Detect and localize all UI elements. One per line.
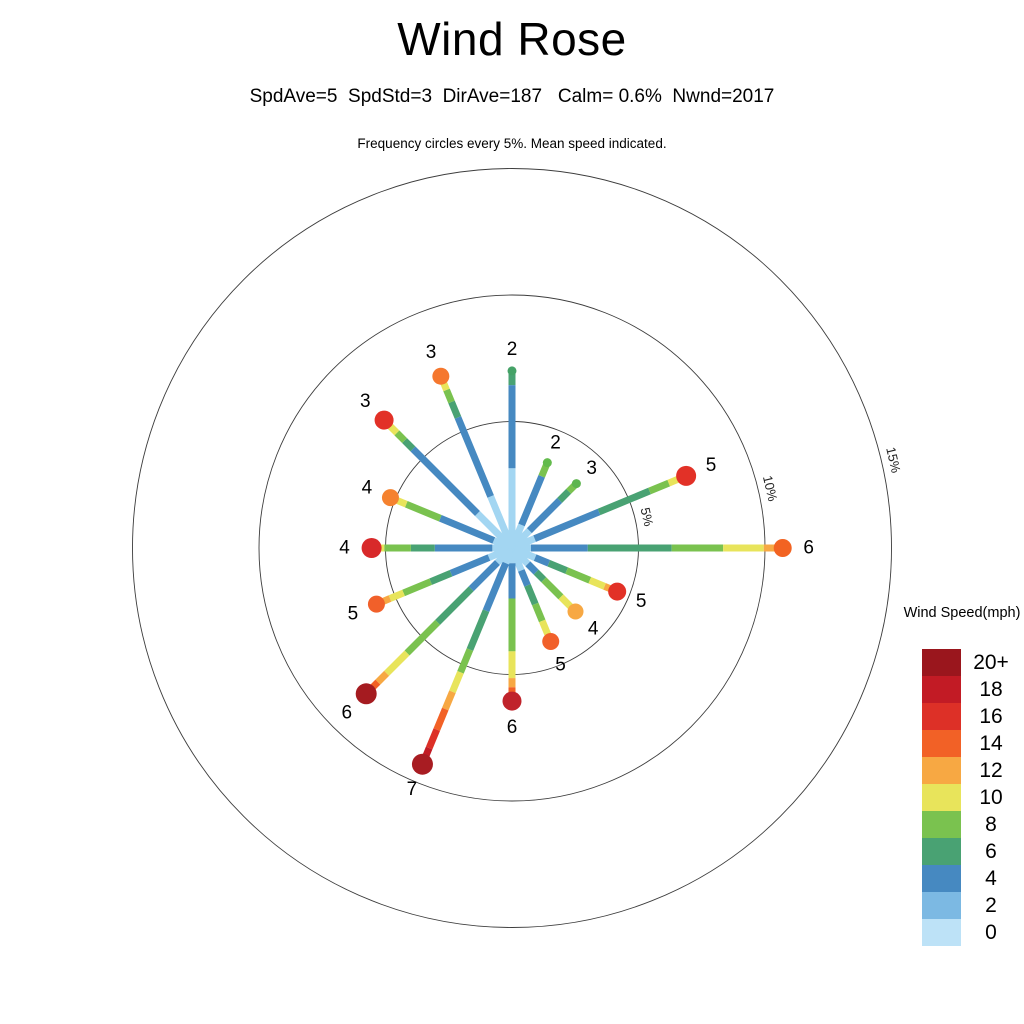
spoke-segment-NNW bbox=[444, 383, 447, 390]
spoke-tip-dot-NNE bbox=[543, 458, 552, 467]
legend-row bbox=[922, 649, 1024, 676]
spoke-segment-SE bbox=[561, 597, 571, 607]
spoke-segment-SSW bbox=[452, 672, 460, 691]
spoke-segment-SSW bbox=[437, 709, 446, 730]
spoke-tip-dot-SSW bbox=[412, 754, 433, 775]
legend-label: 8 bbox=[985, 813, 997, 836]
spoke-segment-SSW bbox=[429, 730, 437, 748]
legend-row bbox=[922, 757, 1024, 784]
spoke-segment-NE bbox=[529, 500, 559, 530]
spoke-segment-NNW bbox=[458, 417, 491, 496]
spoke-segment-ENE bbox=[650, 483, 669, 491]
spoke-segment-SSE bbox=[527, 585, 535, 604]
legend-color-swatch bbox=[922, 811, 961, 838]
legend-color-swatch bbox=[922, 919, 961, 946]
spoke-segment-WNW bbox=[406, 504, 440, 518]
frequency-circle-label: 15% bbox=[883, 445, 904, 475]
wind-speed-legend bbox=[900, 605, 1024, 946]
spoke-segment-NW bbox=[413, 449, 478, 514]
spoke-segment-WSW bbox=[431, 573, 451, 581]
spoke-tip-dot-ESE bbox=[608, 583, 626, 601]
spoke-segment-NW bbox=[405, 441, 413, 449]
legend-color-swatch bbox=[922, 838, 961, 865]
spoke-segment-SSW bbox=[470, 611, 486, 650]
stats-line: SpdAve=5 SpdStd=3 DirAve=187 Calm= 0.6% Nwnd=2017 bbox=[249, 86, 775, 107]
spoke-mean-speed-label-NNE: 2 bbox=[550, 432, 561, 454]
spoke-mean-speed-label-NW: 3 bbox=[360, 390, 371, 412]
spoke-segment-ESE bbox=[535, 558, 549, 564]
spoke-segment-SE bbox=[536, 572, 544, 580]
legend-color-swatch bbox=[922, 649, 961, 676]
legend-label: 20+ bbox=[973, 651, 1009, 674]
frequency-circle-label: 5% bbox=[637, 505, 657, 528]
legend-row bbox=[922, 892, 1024, 919]
spoke-mean-speed-label-SE: 4 bbox=[587, 618, 599, 640]
spoke-segment-NNW bbox=[452, 402, 458, 417]
legend-row bbox=[922, 811, 1024, 838]
legend-label: 6 bbox=[985, 840, 997, 863]
spoke-tip-dot-ENE bbox=[676, 466, 696, 486]
legend-color-swatch bbox=[922, 757, 961, 784]
frequency-circle-label: 10% bbox=[759, 474, 781, 503]
spoke-segment-WNW bbox=[398, 501, 407, 505]
legend-label: 14 bbox=[979, 732, 1003, 755]
legend-row bbox=[922, 865, 1024, 892]
legend-color-swatch bbox=[922, 784, 961, 811]
legend-label: 12 bbox=[979, 759, 1003, 782]
spoke-tip-dot-NE bbox=[572, 479, 581, 488]
spoke-mean-speed-label-ESE: 5 bbox=[635, 591, 647, 613]
spoke-segment-NW bbox=[397, 433, 405, 441]
spoke-tip-dot-S bbox=[503, 692, 522, 711]
spoke-segment-SSE bbox=[521, 570, 527, 585]
spoke-segment-NE bbox=[560, 491, 569, 500]
spoke-segment-SW bbox=[438, 589, 472, 623]
spoke-tip-dot-N bbox=[508, 366, 517, 375]
spoke-mean-speed-label-WNW: 4 bbox=[361, 477, 373, 499]
spoke-segment-SSE bbox=[535, 604, 542, 621]
legend-color-swatch bbox=[922, 676, 961, 703]
spoke-mean-speed-label-SW: 6 bbox=[341, 702, 353, 724]
spoke-mean-speed-label-NE: 3 bbox=[586, 457, 597, 479]
spoke-tip-dot-SSE bbox=[542, 633, 559, 650]
spoke-tip-dot-SE bbox=[568, 604, 584, 620]
spoke-tip-dot-WSW bbox=[368, 596, 385, 613]
spoke-segment-ESE bbox=[549, 563, 567, 570]
spoke-mean-speed-label-W: 4 bbox=[339, 537, 350, 559]
legend-row bbox=[922, 784, 1024, 811]
spoke-segment-ESE bbox=[590, 580, 605, 586]
spoke-mean-speed-label-S: 6 bbox=[506, 717, 518, 739]
spoke-segment-SW bbox=[407, 622, 438, 653]
legend-row bbox=[922, 703, 1024, 730]
spoke-segment-SE bbox=[528, 564, 536, 572]
legend-color-swatch bbox=[922, 730, 961, 757]
spoke-tip-dot-W bbox=[362, 538, 382, 558]
spoke-segment-SSW bbox=[461, 650, 470, 673]
legend-label: 18 bbox=[979, 678, 1003, 701]
spoke-segment-SSE bbox=[542, 621, 548, 635]
spoke-segment-WSW bbox=[390, 593, 404, 599]
spoke-mean-speed-label-WSW: 5 bbox=[347, 603, 359, 625]
legend-color-swatch bbox=[922, 703, 961, 730]
spoke-segment-WSW bbox=[451, 558, 489, 574]
spoke-segment-SW bbox=[378, 673, 387, 682]
spoke-mean-speed-label-SSE: 5 bbox=[555, 654, 566, 676]
legend-label: 2 bbox=[985, 894, 997, 917]
chart-title: Wind Rose bbox=[397, 13, 627, 65]
spoke-mean-speed-label-ENE: 5 bbox=[705, 455, 717, 477]
spoke-segment-SW bbox=[387, 653, 407, 673]
spoke-segment-SSW bbox=[445, 692, 452, 709]
spoke-segment-NNW bbox=[447, 390, 452, 402]
spoke-segment-NW bbox=[390, 426, 396, 432]
spoke-mean-speed-label-N: 2 bbox=[506, 338, 518, 360]
legend-label: 4 bbox=[985, 867, 997, 890]
spoke-tip-dot-NW bbox=[375, 411, 394, 430]
spoke-segment-WSW bbox=[404, 582, 431, 593]
spoke-tip-dot-NNW bbox=[432, 368, 449, 385]
legend-label: 10 bbox=[979, 786, 1003, 809]
legend-color-swatch bbox=[922, 865, 961, 892]
spoke-segment-ESE bbox=[567, 571, 590, 581]
legend-row bbox=[922, 730, 1024, 757]
spoke-mean-speed-label-E: 6 bbox=[803, 537, 814, 559]
legend-title: Wind Speed(mph) bbox=[903, 605, 1021, 621]
spoke-tip-dot-SW bbox=[356, 683, 377, 704]
legend-row bbox=[922, 919, 1024, 946]
legend-row bbox=[922, 838, 1024, 865]
spoke-mean-speed-label-NNW: 3 bbox=[425, 342, 437, 364]
subtitle-note: Frequency circles every 5%. Mean speed indicated. bbox=[357, 136, 667, 151]
legend-color-swatch bbox=[922, 892, 961, 919]
legend-row bbox=[922, 676, 1024, 703]
legend-label: 0 bbox=[985, 921, 997, 944]
spoke-tip-dot-WNW bbox=[382, 489, 399, 506]
legend-label: 16 bbox=[979, 705, 1003, 728]
legend-rows bbox=[922, 649, 1024, 946]
spoke-mean-speed-label-SSW: 7 bbox=[406, 779, 418, 801]
spoke-segment-SE bbox=[544, 580, 561, 597]
spoke-tip-dot-E bbox=[774, 539, 792, 557]
